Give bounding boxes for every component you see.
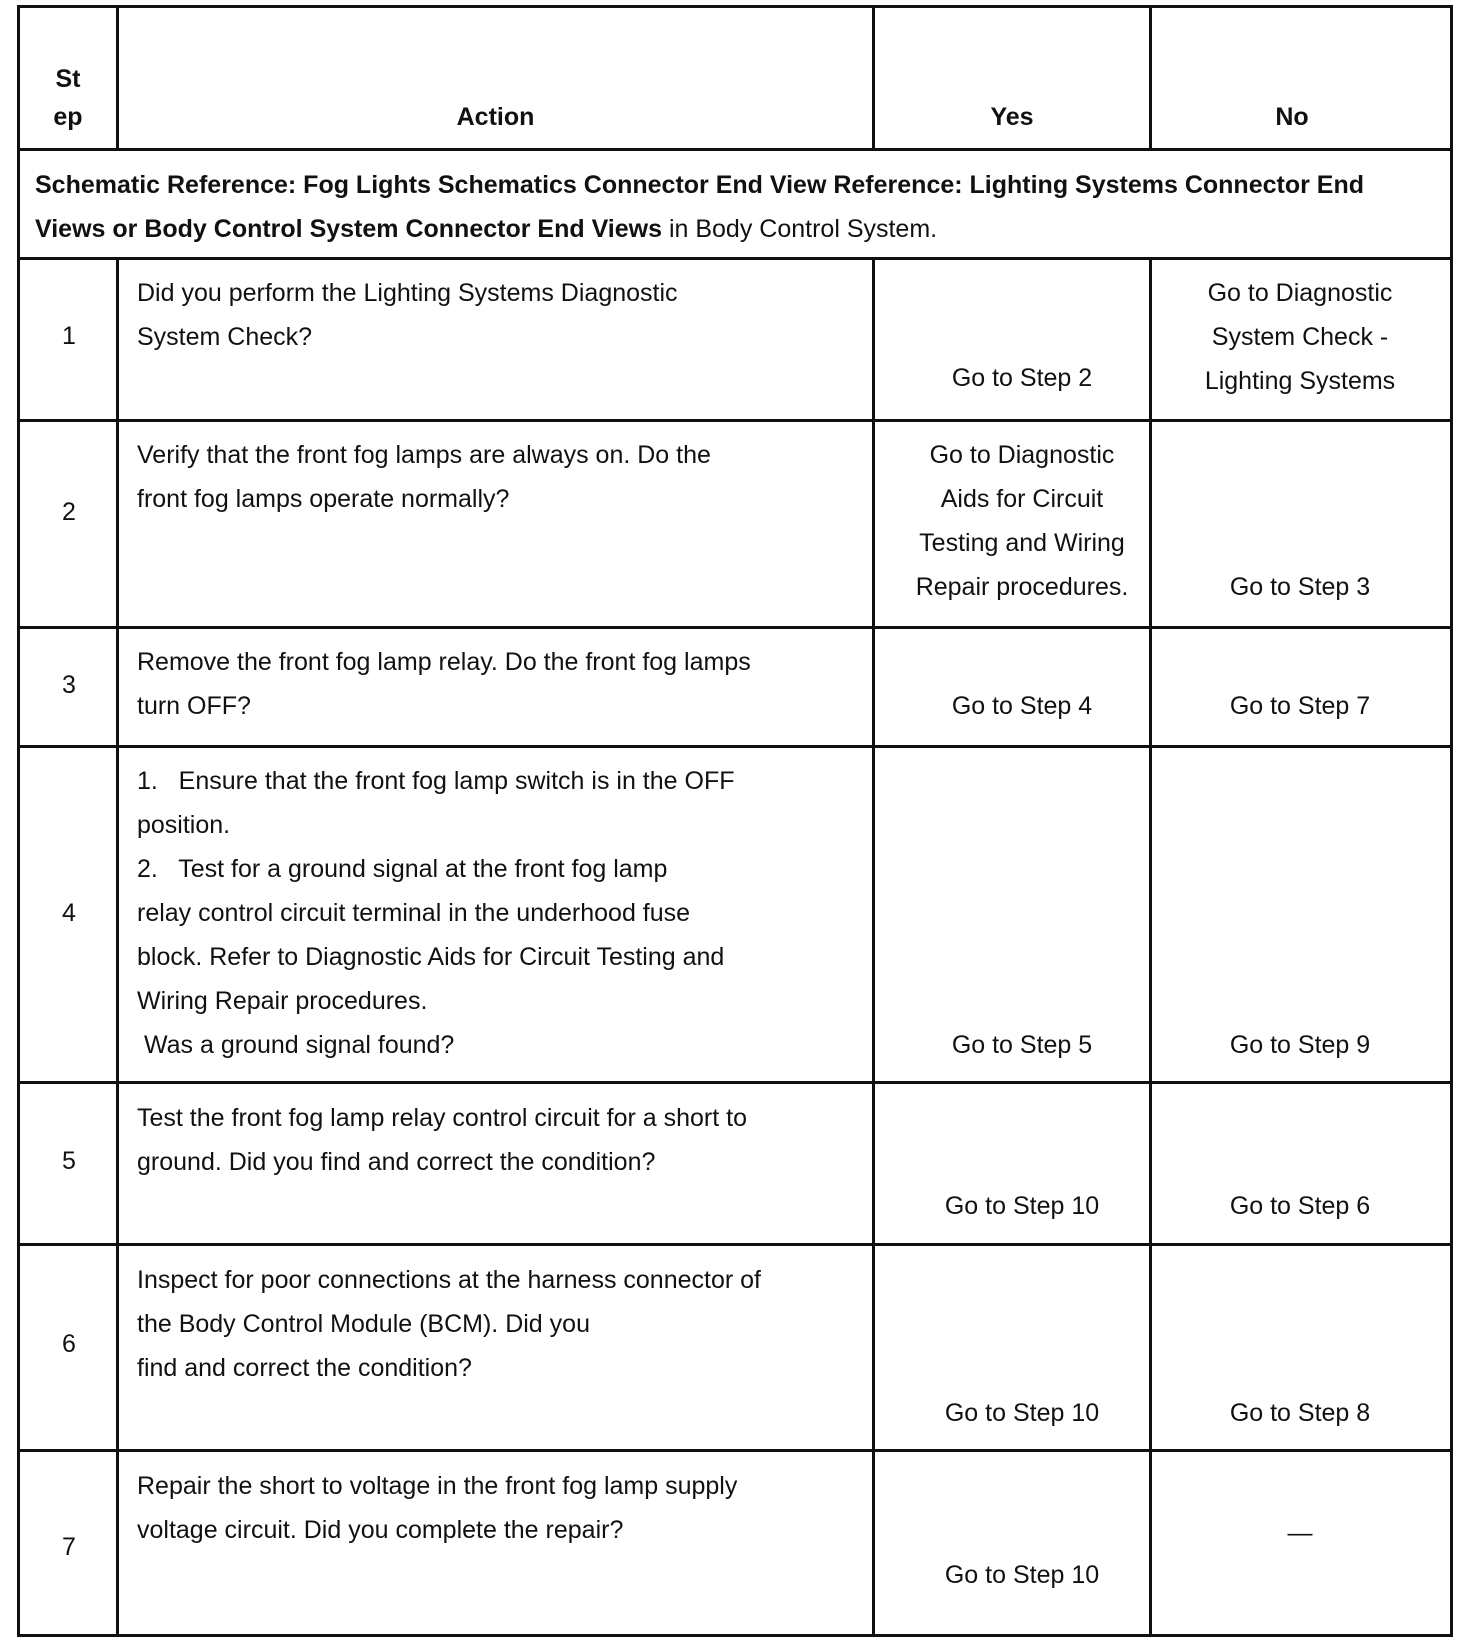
step-number: 3 (62, 671, 76, 699)
step-number: 2 (62, 498, 76, 526)
step-number: 5 (62, 1147, 76, 1175)
row-divider (20, 745, 1450, 748)
reference-bold-text: Schematic Reference: Fog Lights Schematics Connector End View Reference: Lighting Systems Connector End Views or Body Control System Connector End Views (35, 171, 1364, 243)
no-result: Go to Step 6 (1229, 1192, 1371, 1220)
yes-result: Go to Step 10 (944, 1399, 1100, 1427)
yes-result: Go to Step 4 (951, 692, 1093, 720)
no-result: Go to Step 7 (1229, 692, 1371, 720)
row-divider (20, 1081, 1450, 1084)
schematic-reference (35, 163, 1415, 251)
no-result: Go to Diagnostic System Check - Lighting Systems (1204, 279, 1396, 395)
header-action: Action (456, 103, 535, 131)
yes-result: Go to Step 10 (944, 1561, 1100, 1589)
step-number: 7 (62, 1533, 76, 1561)
yes-result: Go to Step 10 (944, 1192, 1100, 1220)
header-yes: Yes (990, 103, 1034, 131)
row-divider (20, 1243, 1450, 1246)
row-divider (20, 257, 1450, 260)
action-text: 1. Ensure that the front fog lamp switch is in the OFF position. 2. Test for a ground signal at the front fog lamp relay control circuit terminal in the underhood fuse block. Refer to Diagnostic Aids for Circuit Testing and Wiring Repair procedures. Was a ground signal found? (137, 767, 735, 1059)
action-text: Repair the short to voltage in the front fog lamp supply voltage circuit. Did you complete the repair? (137, 1472, 738, 1544)
row-divider (20, 1449, 1450, 1452)
no-result: — (1287, 1519, 1313, 1547)
step-number: 4 (62, 899, 76, 927)
no-result: Go to Step 3 (1229, 573, 1371, 601)
step-number: 6 (62, 1330, 76, 1358)
action-text: Test the front fog lamp relay control circuit for a short to ground. Did you find and correct the condition? (137, 1104, 747, 1176)
action-text: Did you perform the Lighting Systems Diagnostic System Check? (137, 279, 678, 351)
action-text: Verify that the front fog lamps are always on. Do the front fog lamps operate normally? (137, 441, 711, 513)
row-divider (20, 419, 1450, 422)
action-text: Inspect for poor connections at the harness connector of the Body Control Module (BCM). Did you find and correct the condition? (137, 1266, 761, 1382)
header-step (20, 60, 116, 136)
header-step-line1: St (55, 65, 81, 93)
step-number: 1 (62, 322, 76, 350)
yes-result: Go to Step 5 (951, 1031, 1093, 1059)
no-result: Go to Step 9 (1229, 1031, 1371, 1059)
header-step-line2: ep (53, 103, 83, 131)
yes-result: Go to Diagnostic Aids for Circuit Testing and Wiring Repair procedures. (915, 441, 1129, 601)
action-text: Remove the front fog lamp relay. Do the front fog lamps turn OFF? (137, 648, 751, 720)
yes-result: Go to Step 2 (951, 364, 1093, 392)
reference-normal-text: in Body Control System. (662, 215, 938, 243)
diagnostic-table (17, 5, 1453, 1637)
header-no: No (1275, 103, 1309, 131)
row-divider (20, 626, 1450, 629)
no-result: Go to Step 8 (1229, 1399, 1371, 1427)
